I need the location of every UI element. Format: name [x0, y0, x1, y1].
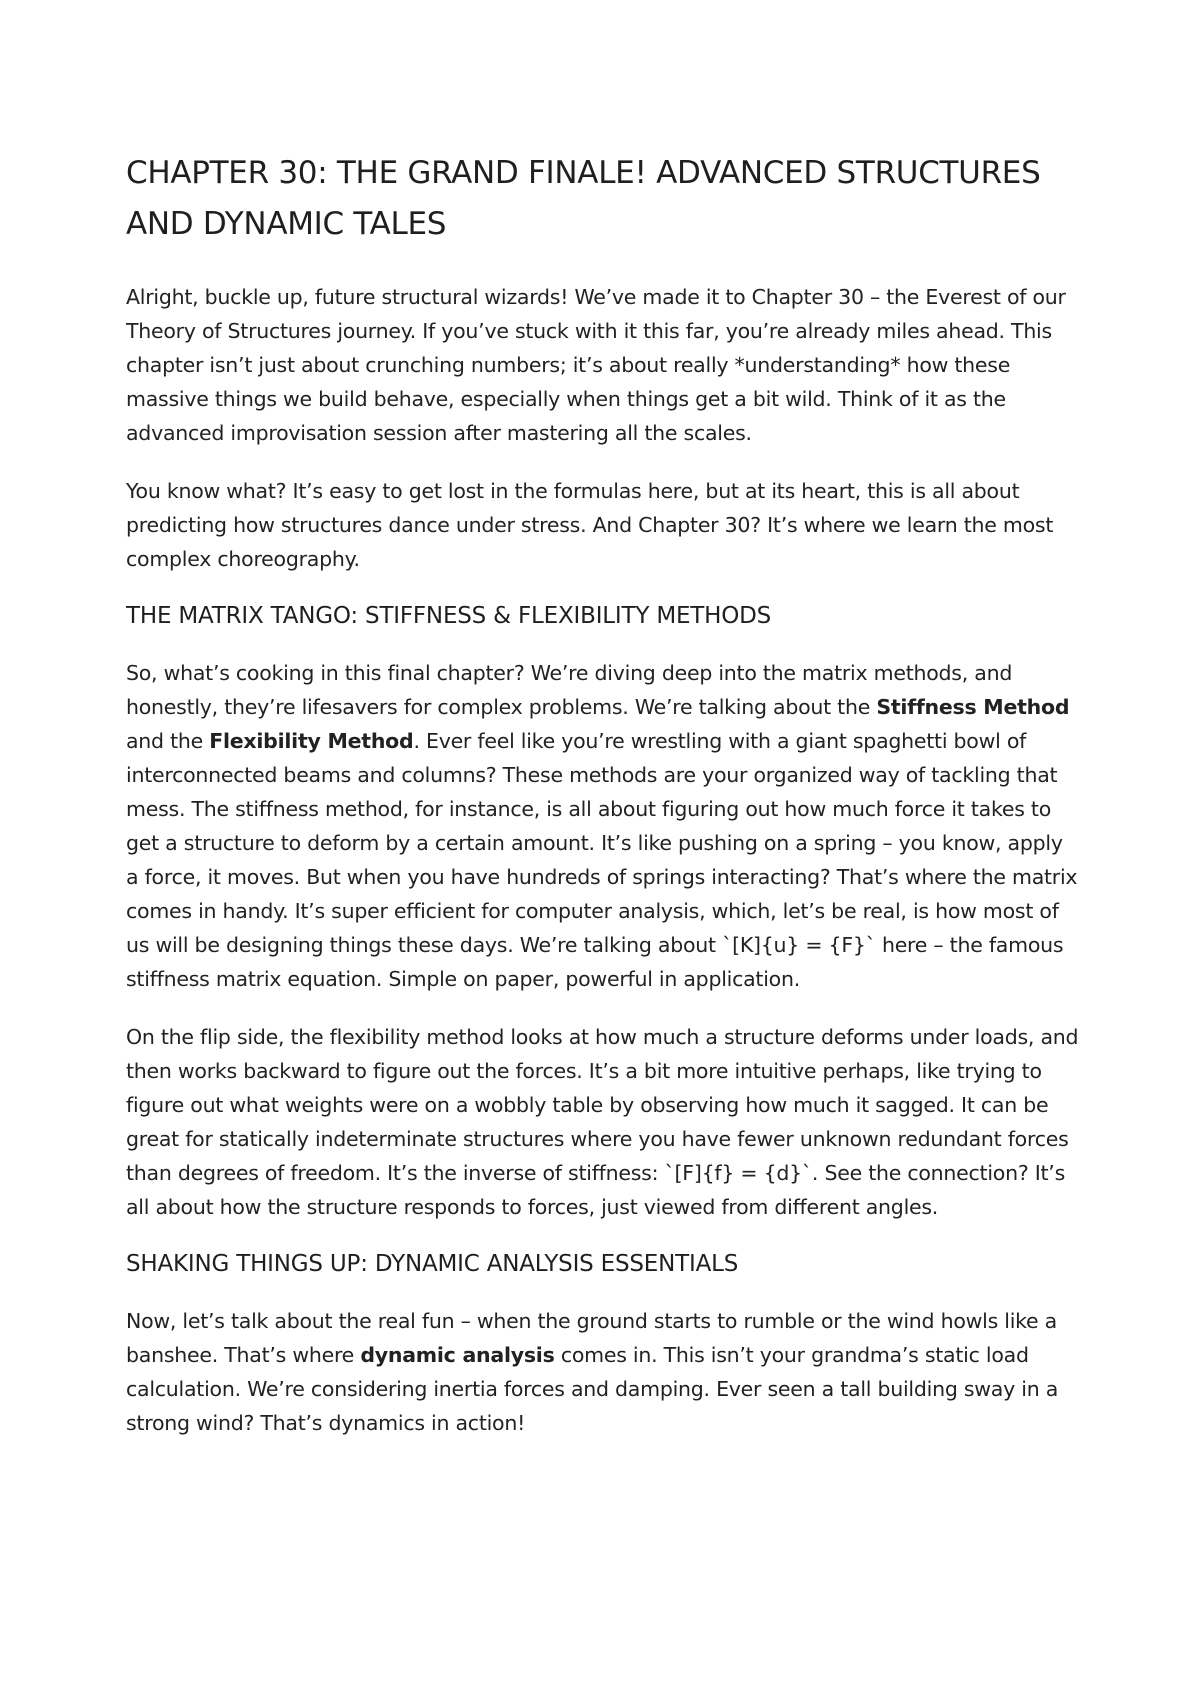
section-heading-matrix: THE MATRIX TANGO: STIFFNESS & FLEXIBILITY METHODS: [126, 603, 772, 629]
intro-paragraph-1: Alright, buckle up, future structural wizards! We’ve made it to Chapter 30 – the Everest of our Theory of Structures journey. If you’ve stuck with it this far, you’re already miles ahead. This chapter isn’t just about crunching numbers; it’s about really *understanding* how these massive things we build behave, especially when things get a bit wild. Think of it as the advanced improvisation session after mastering all the scales.: [126, 285, 1066, 445]
document-page: [126, 148, 1081, 1464]
matrix-paragraph-1: [126, 656, 1081, 996]
bold-term-dynamic: dynamic analysis: [360, 1343, 555, 1367]
text-span: . Ever feel like you’re wrestling with a giant spaghetti bowl of interconnected beams and columns? These methods are your organized way of tackling that mess. The stiffness method, for instance, is all about figuring out how much force it takes to get a structure to deform by a certain amount. It’s like pushing on a spring – you know, apply a force, it moves. But when you have hundreds of springs interacting? That’s where the matrix comes in handy. It’s super efficient for computer analysis, which, let’s be real, is how most of us will be designing things these days. We’re talking about `[K]{u} = {F}` here – the famous stiffness matrix equation. Simple on paper, powerful in application.: [126, 729, 1078, 991]
chapter-title: CHAPTER 30: THE GRAND FINALE! ADVANCED STRUCTURES AND DYNAMIC TALES: [126, 155, 1041, 242]
bold-term-stiffness: Stiffness Method: [876, 695, 1070, 719]
dynamic-paragraph-1: [126, 1304, 1081, 1440]
intro-paragraph-2: You know what? It’s easy to get lost in the formulas here, but at its heart, this is all about predicting how structures dance under stress. And Chapter 30? It’s where we learn the most complex choreography.: [126, 479, 1054, 571]
text-span: and the: [126, 729, 210, 753]
text-span: So, what’s cooking in this final chapter? We’re diving deep into the matrix methods, and honestly, they’re lifesavers for complex problems. We’re talking about the: [126, 661, 1013, 719]
text-span: comes in. This isn’t your grandma’s static load calculation. We’re considering inertia forces and damping. Ever seen a tall building sway in a strong wind? That’s dynamics in action!: [126, 1343, 1059, 1435]
section-heading-dynamic: SHAKING THINGS UP: DYNAMIC ANALYSIS ESSENTIALS: [126, 1251, 739, 1277]
matrix-paragraph-2: On the flip side, the flexibility method looks at how much a structure deforms under loads, and then works backward to figure out the forces. It’s a bit more intuitive perhaps, like trying to figure out what weights were on a wobbly table by observing how much it sagged. It can be great for statically indeterminate structures where you have fewer unknown redundant forces than degrees of freedom. It’s the inverse of stiffness: `[F]{f} = {d}`. See the connection? It’s all about how the structure responds to forces, just viewed from different angles.: [126, 1025, 1079, 1219]
bold-term-flexibility: Flexibility Method: [209, 729, 414, 753]
text-span: Now, let’s talk about the real fun – when the ground starts to rumble or the wind howls like a banshee. That’s where: [126, 1309, 1057, 1367]
